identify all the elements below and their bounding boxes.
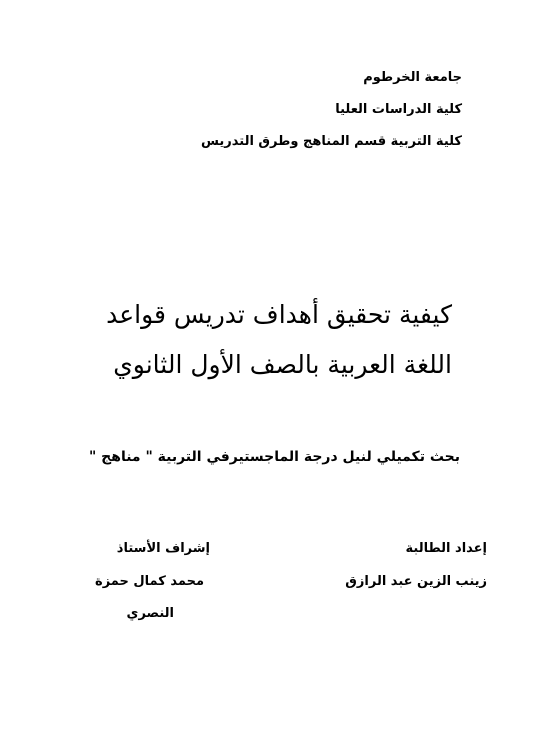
supervisor-name-line-1: محمد كمال حمزة (95, 574, 204, 589)
supervisor-name-line-2: النصري (126, 606, 174, 621)
student-label: إعداد الطالبة (405, 541, 487, 556)
college-name: كلية الدراسات العليا (335, 102, 462, 117)
degree-statement: بحث تكميلي لنيل درجة الماجستيرفي التربية " مناهج " (88, 449, 460, 465)
department-name: كلية التربية قسم المناهج وطرق التدريس (201, 134, 462, 149)
university-name: جامعة الخرطوم (363, 70, 462, 85)
supervisor-label: إشراف الأستاذ (116, 541, 210, 556)
student-name: زينب الزين عبد الرازق (345, 574, 487, 589)
thesis-title-line-1: كيفية تحقيق أهداف تدريس قواعد (106, 300, 452, 329)
thesis-title-line-2: اللغة العربية بالصف الأول الثانوي (113, 350, 452, 379)
thesis-title (72, 290, 452, 390)
